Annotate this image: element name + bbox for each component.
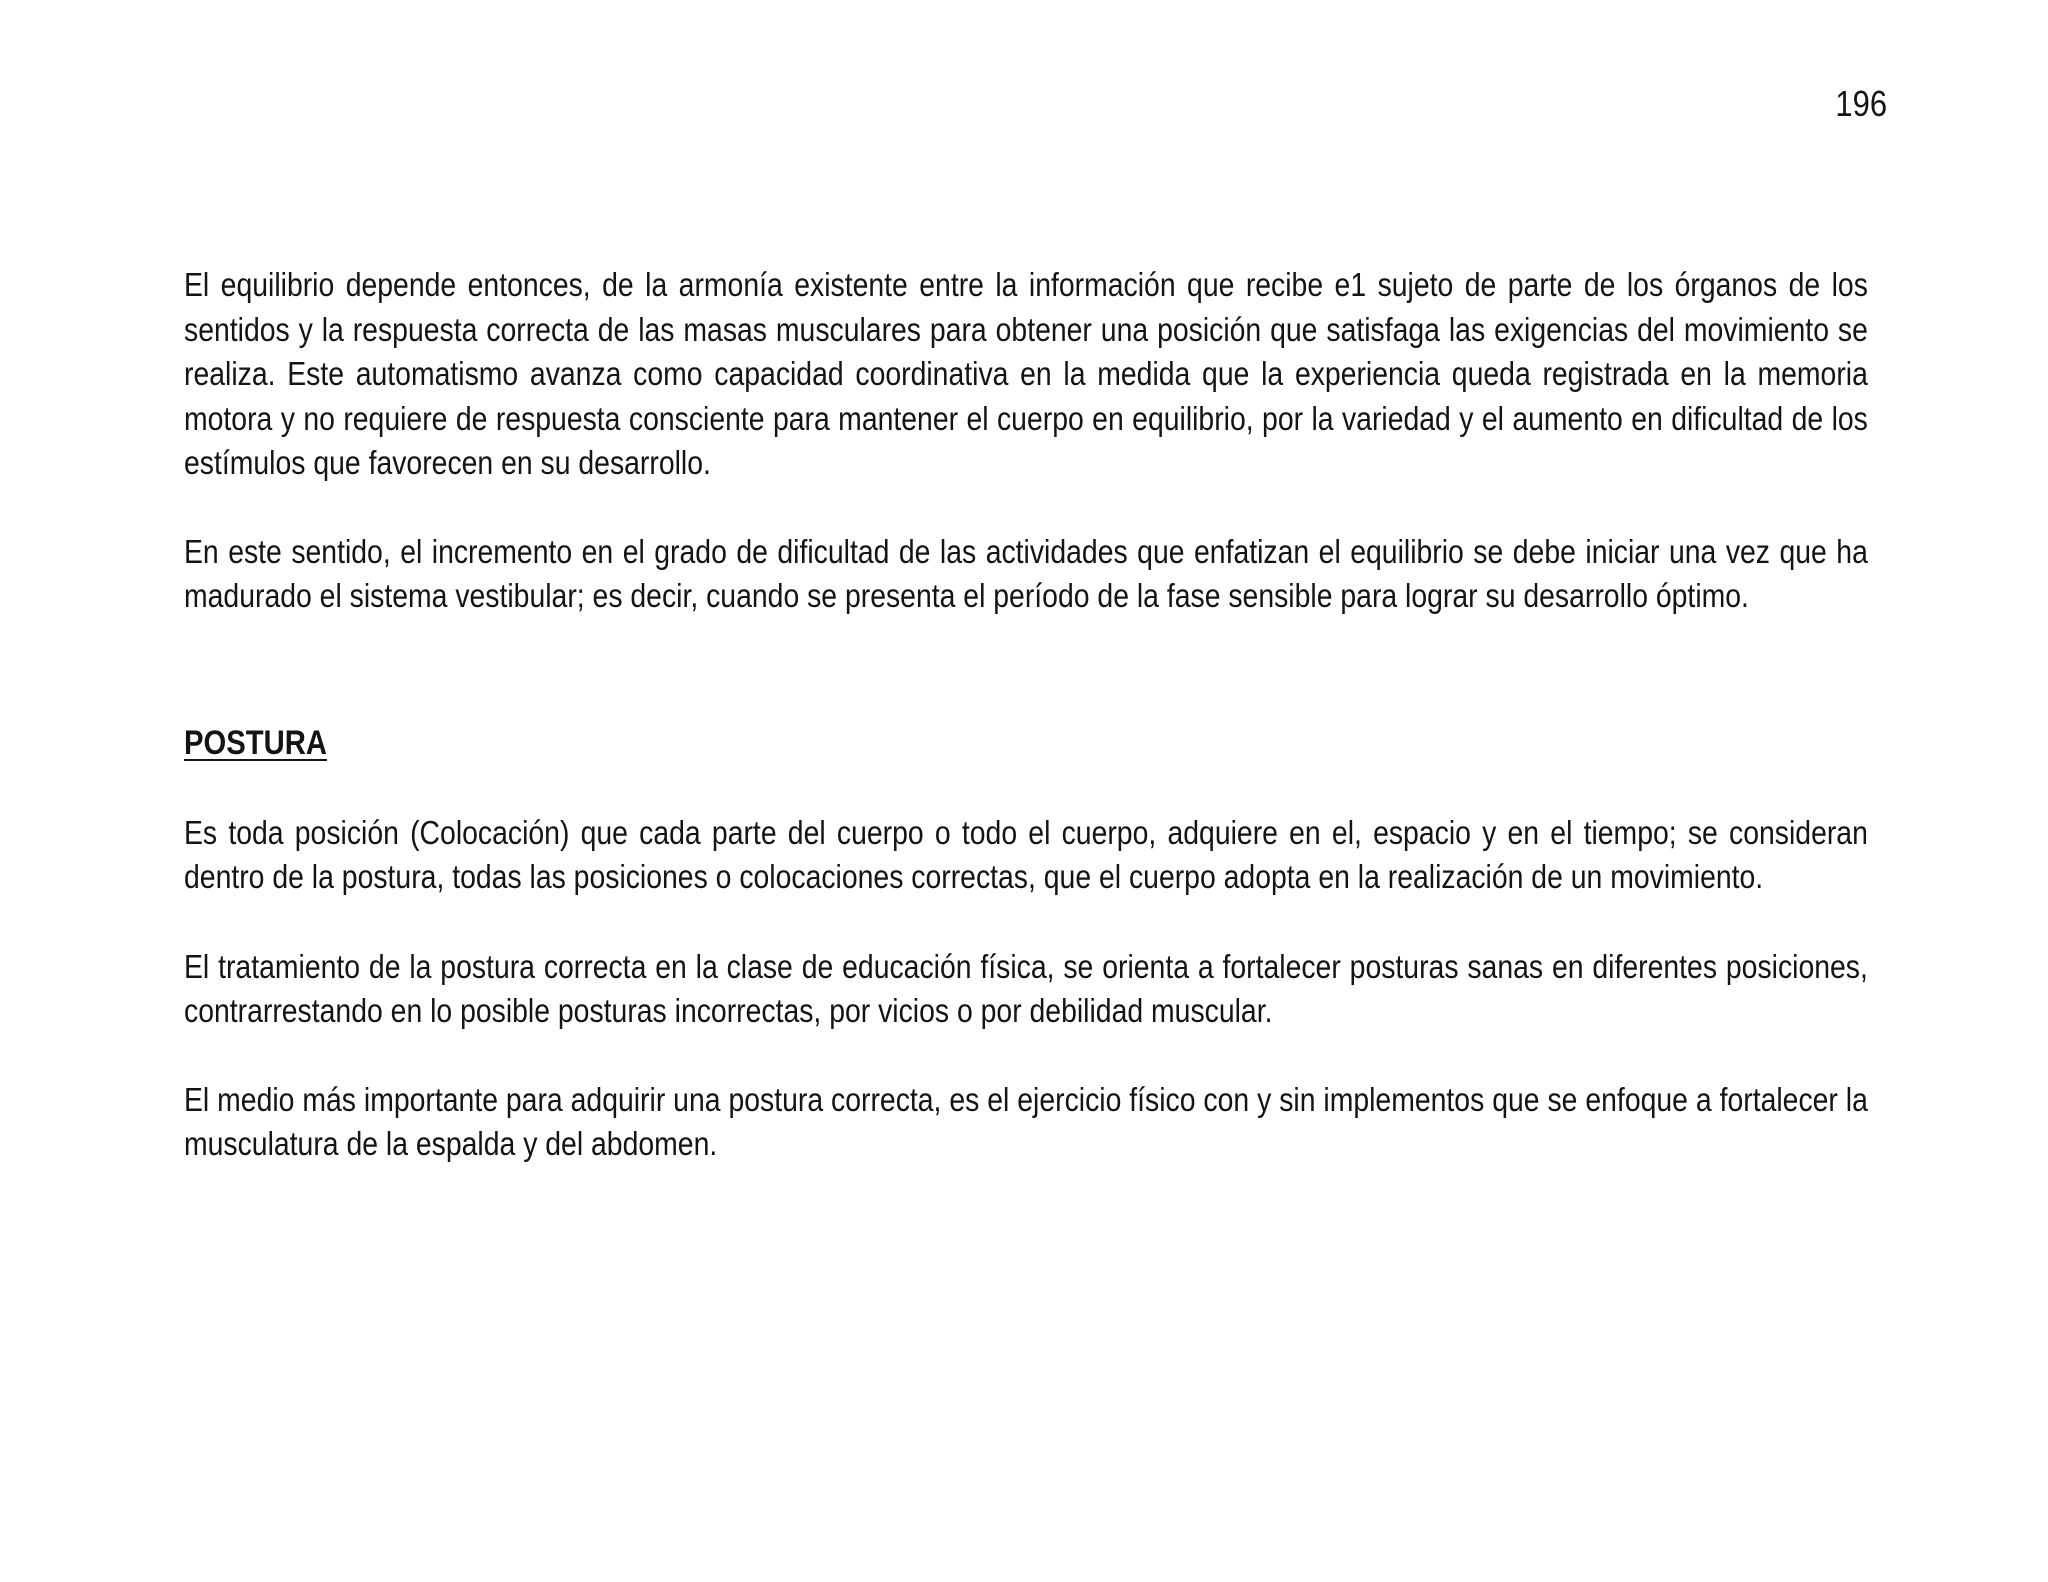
section-heading-postura: POSTURA	[184, 723, 327, 762]
paragraph-equilibrio-2: En este sentido, el incremento en el grado de dificultad de las actividades que enfatizan el equilibrio se debe iniciar una vez que ha madurado el sistema vestibular; es decir, cuando se presenta el período de la fase sensible para lograr su desarrollo óptimo.	[184, 532, 1868, 614]
paragraph-equilibrio-1: El equilibrio depende entonces, de la armonía existente entre la información que recibe e1 sujeto de parte de los órganos de los sentidos y la respuesta correcta de las masas musculares para obtener una posición que satisfaga las exigencias del movimiento se realiza. Este automatismo avanza como capacidad coordinativa en la medida que la experiencia queda registrada en la memoria motora y no requiere de respuesta consciente para mantener el cuerpo en equilibrio, por la variedad y el aumento en dificultad de los estímulos que favorecen en su desarrollo.	[184, 266, 1868, 481]
paragraph-postura-medio: El medio más importante para adquirir una postura correcta, es el ejercicio físico con y sin implementos que se enfoque a fortalecer la musculatura de la espalda y del abdomen.	[184, 1080, 1868, 1162]
paragraph-postura-tratamiento: El tratamiento de la postura correcta en la clase de educación física, se orienta a fortalecer posturas sanas en diferentes posiciones, contrarrestando en lo posible posturas incorrectas, por vicios o por debilidad muscular.	[184, 947, 1868, 1029]
document-body	[184, 263, 1868, 1167]
page-number: 196	[1835, 83, 1887, 124]
paragraph-postura-definicion: Es toda posición (Colocación) que cada parte del cuerpo o todo el cuerpo, adquiere en el, espacio y en el tiempo; se consideran dentro de la postura, todas las posiciones o colocaciones correctas, que el cuerpo adopta en la realización de un movimiento.	[184, 813, 1868, 895]
text-column	[184, 263, 1868, 1167]
